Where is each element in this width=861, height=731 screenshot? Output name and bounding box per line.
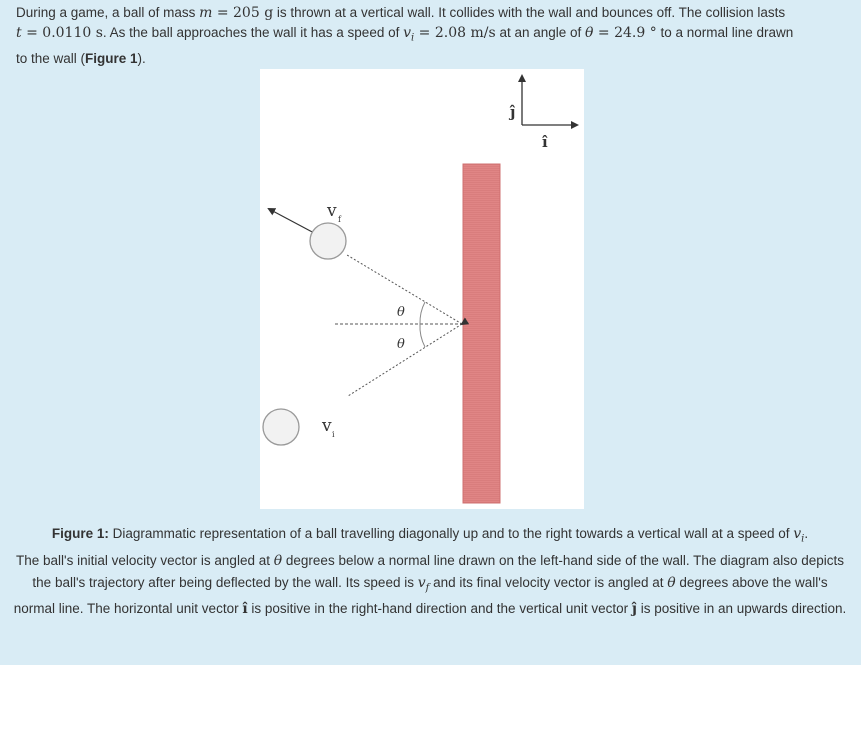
speed-value: 2.08 m/s	[434, 25, 496, 41]
ball-after-bounce	[310, 223, 346, 259]
caption-text: is positive in the right-hand direction and the vertical unit vector	[247, 601, 632, 617]
incoming-trajectory-line	[348, 324, 462, 396]
ball-incoming	[263, 409, 299, 445]
time-symbol: t	[16, 25, 22, 41]
vi-label: v	[322, 416, 332, 436]
caption-label: Figure 1:	[51, 526, 109, 541]
problem-text: During a game, a ball of mass	[16, 5, 200, 20]
problem-text: ).	[137, 50, 146, 66]
caption-text: and its final velocity vector is angled at	[429, 574, 668, 590]
vi-subscript: i	[411, 32, 415, 44]
j-hat-label: ĵ	[510, 103, 516, 121]
wall	[463, 164, 500, 503]
caption-i-hat: î	[242, 601, 248, 618]
mass-symbol: m	[199, 5, 213, 21]
equals-sign: =	[21, 25, 43, 41]
caption-vf-subscript: f	[425, 582, 430, 594]
equals-sign: =	[212, 5, 234, 21]
caption-vf-symbol: v	[417, 574, 426, 591]
problem-text: to the wall (	[16, 50, 86, 66]
caption-text: degrees below a normal line drawn on the left-hand side of the wall. The diagram also depicts the ball's trajectory after being deflected by the wall. Its speed is	[32, 552, 844, 590]
mass-value: 205 g	[233, 5, 274, 21]
vi-label-subscript: i	[332, 430, 335, 439]
i-hat-label: î	[542, 133, 548, 151]
caption-theta: θ	[273, 552, 283, 569]
figure-reference-link[interactable]: Figure 1	[85, 50, 138, 66]
caption-text: The ball's initial velocity vector is angled at	[16, 552, 274, 568]
theta-label-top: θ	[397, 305, 405, 320]
caption-text: Diagrammatic representation of a ball travelling diagonally up and to the right towards a vertical wall at a speed of	[108, 526, 794, 541]
problem-text: to a normal line drawn	[656, 25, 794, 40]
theta-label-bottom: θ	[397, 337, 405, 352]
caption-j-hat: ĵ	[631, 601, 637, 618]
caption-text: .	[804, 526, 809, 541]
time-value: 0.0110 s	[42, 25, 103, 41]
problem-text: at an angle of	[495, 25, 586, 40]
problem-text: is thrown at a vertical wall. It collides with the wall and bounces off. The collision lasts	[273, 5, 786, 20]
caption-vi-subscript: i	[801, 533, 805, 545]
vf-label-subscript: f	[338, 215, 341, 224]
caption-text: degrees above the wall's normal line. The horizontal unit vector	[13, 574, 828, 617]
angle-value: 24.9	[614, 25, 646, 41]
vf-velocity-arrow	[269, 209, 316, 234]
caption-text: is positive in an upwards direction.	[636, 601, 847, 617]
caption-vi-symbol: v	[793, 526, 802, 542]
degree-sign: °	[645, 25, 657, 41]
figure-diagram	[260, 69, 584, 509]
vi-symbol: v	[403, 25, 412, 41]
problem-statement	[16, 3, 846, 69]
angle-arc-bottom	[420, 324, 425, 347]
figure-caption	[10, 523, 850, 620]
theta-symbol: θ	[585, 25, 594, 41]
vf-label: v	[327, 201, 337, 221]
caption-theta: θ	[667, 574, 676, 591]
problem-text: . As the ball approaches the wall it has a speed of	[102, 25, 404, 40]
angle-arc-top	[420, 302, 425, 324]
diagram-svg	[260, 69, 584, 509]
equals-sign: =	[414, 25, 435, 41]
equals-sign: =	[593, 25, 615, 41]
